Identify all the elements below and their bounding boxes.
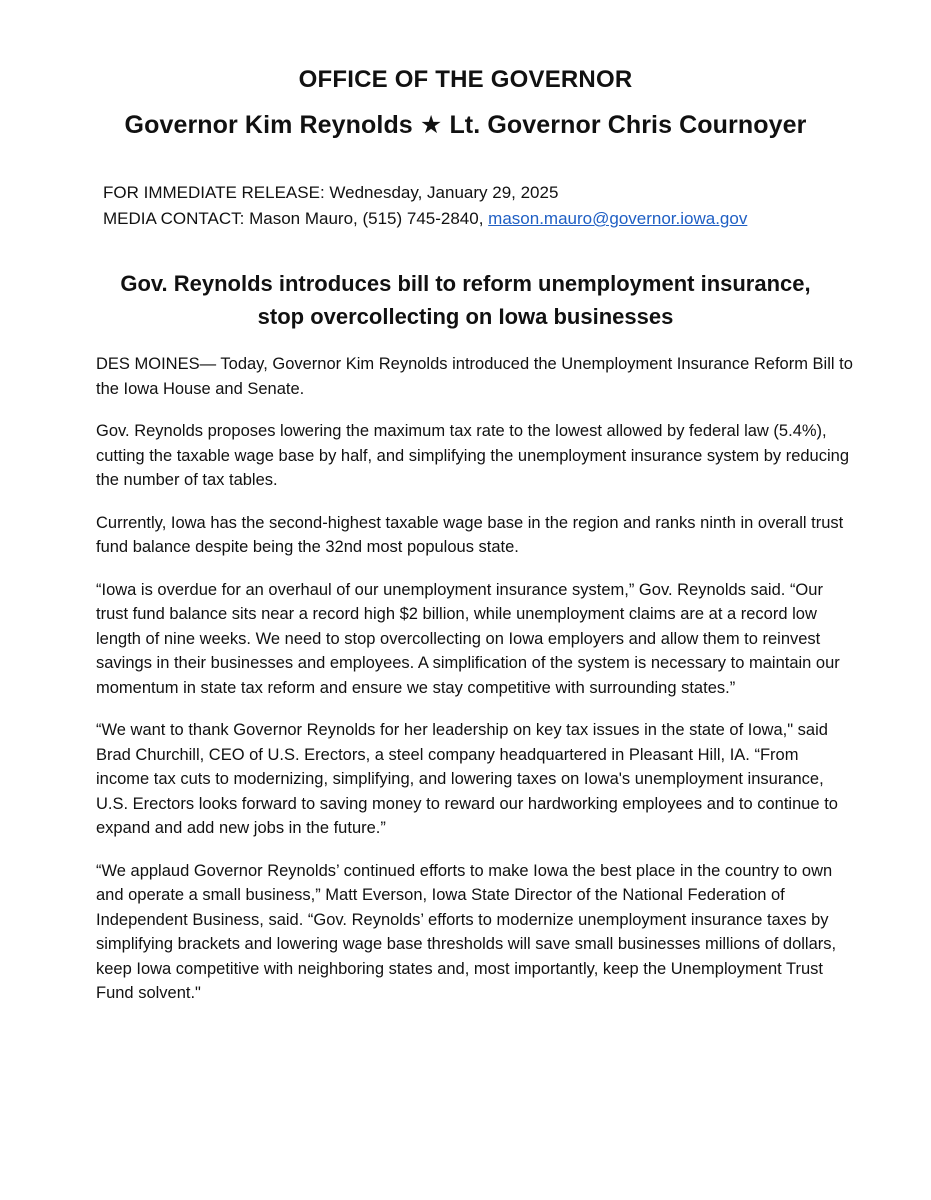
paragraph-context: Currently, Iowa has the second-highest taxable wage base in the region and ranks ninth in overall trust fund balance despite being the 32nd most populous state. bbox=[96, 513, 844, 556]
paragraph-everson-quote: “We applaud Governor Reynolds’ continued efforts to make Iowa the best place in the country to own and operate a small business,” Matt Everson, Iowa State Director of the National Federation of Independent Business, said. “Gov. Reynolds’ efforts to modernize unemployment insurance taxes by simplifying brackets and lowering wage base thresholds will save small businesses millions of dollars, keep Iowa competitive with neighboring states and, most importantly, keep the Unemployment Trust Fund solvent." bbox=[96, 861, 837, 1002]
media-contact-text: MEDIA CONTACT: Mason Mauro, (515) 745-2840, bbox=[103, 209, 489, 228]
governors-line bbox=[0, 110, 931, 140]
paragraph-proposal: Gov. Reynolds proposes lowering the maximum tax rate to the lowest allowed by federal law (5.4%), cutting the taxable wage base by half, and simplifying the unemployment insurance system by reducing the number of tax tables. bbox=[96, 422, 850, 489]
release-date: FOR IMMEDIATE RELEASE: Wednesday, January 29, 2025 bbox=[103, 183, 559, 202]
release-info bbox=[103, 180, 747, 232]
media-contact bbox=[103, 206, 747, 232]
media-contact-email-link[interactable]: mason.mauro@governor.iowa.gov bbox=[488, 209, 748, 228]
headline-line-2: stop overcollecting on Iowa businesses bbox=[257, 304, 674, 329]
star-icon: ★ bbox=[419, 111, 443, 139]
headline-line-1: Gov. Reynolds introduces bill to reform unemployment insurance, bbox=[120, 271, 811, 296]
office-title: OFFICE OF THE GOVERNOR bbox=[298, 66, 633, 93]
paragraph-churchill-quote: “We want to thank Governor Reynolds for her leadership on key tax issues in the state of Iowa," said Brad Churchill, CEO of U.S. Erectors, a steel company headquartered in Pleasant Hill, IA. “From income tax cuts to modernizing, simplifying, and lowering taxes on Iowa's unemployment insurance, U.S. Erectors looks forward to saving money to reward our hardworking employees and to continue to expand and add new jobs in the future.” bbox=[96, 721, 838, 837]
headline bbox=[0, 267, 931, 333]
body-text bbox=[96, 352, 856, 1024]
paragraph-governor-quote: “Iowa is overdue for an overhaul of our unemployment insurance system,” Gov. Reynolds said. “Our trust fund balance sits near a record high $2 billion, while unemployment claims are at a record low length of nine weeks. We need to stop overcollecting on Iowa employers and allow them to reinvest savings in their businesses and employees. A simplification of the system is necessary to maintain our momentum in state tax reform and ensure we stay competitive with surrounding states.” bbox=[96, 580, 840, 697]
paragraph-intro: DES MOINES— Today, Governor Kim Reynolds introduced the Unemployment Insurance Reform Bill to the Iowa House and Senate. bbox=[96, 355, 853, 398]
lt-governor-name: Lt. Governor Chris Cournoyer bbox=[449, 111, 807, 139]
governor-name: Governor Kim Reynolds bbox=[124, 111, 413, 139]
